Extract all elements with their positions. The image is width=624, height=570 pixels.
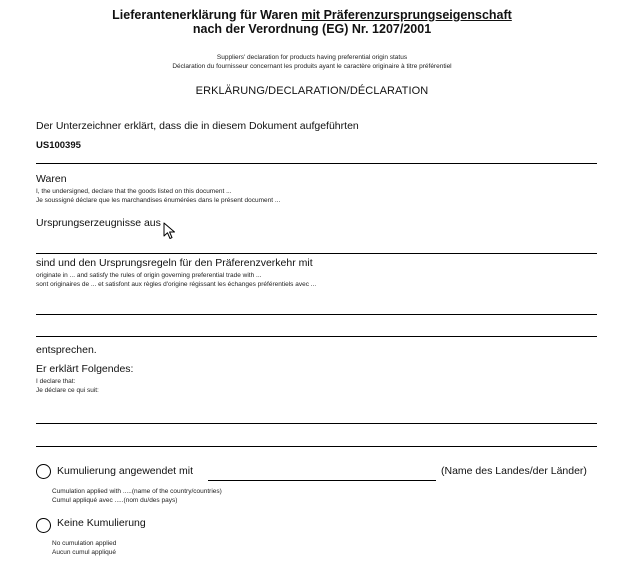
no-cumulation-text-en: No cumulation applied xyxy=(52,540,117,547)
subtitle-en: Suppliers' declaration for products having preferential origin status xyxy=(216,54,408,61)
no-cumulation-text-fr: Aucun cumul appliqué xyxy=(52,549,116,556)
erklaert-label: Er erklärt Folgendes: xyxy=(36,363,134,375)
origin-country-line[interactable] xyxy=(36,253,597,254)
rules-text-fr: sont originaires de ... et satisfont aux règles d'origine régissant les échanges préférentiels avec ... xyxy=(36,281,317,288)
erklaert-text-fr: Je déclare ce qui suit: xyxy=(36,387,99,394)
waren-text-fr: Je soussigné déclare que les marchandises énumérées dans le présent document ... xyxy=(36,197,281,204)
cumulation-text-fr: Cumul appliqué avec .....(nom du/des pays) xyxy=(52,497,178,504)
cumulation-applied-label: Kumulierung angewendet mit xyxy=(57,465,193,477)
cumulation-applied-radio[interactable] xyxy=(36,464,51,479)
declaration-line-2[interactable] xyxy=(36,446,597,447)
preferential-trade-line-2[interactable] xyxy=(36,336,597,337)
subtitle-fr: Déclaration du fournisseur concernant les produits ayant le caractère originaire à titre préférentiel xyxy=(172,63,452,70)
entsprechen-text: entsprechen. xyxy=(36,344,97,356)
waren-label: Waren xyxy=(36,173,67,185)
document-reference: US100395 xyxy=(36,140,81,151)
no-cumulation-radio[interactable] xyxy=(36,518,51,533)
no-cumulation-label: Keine Kumulierung xyxy=(57,517,146,529)
waren-text-en: I, the undersigned, declare that the goods listed on this document ... xyxy=(36,188,232,195)
ursprung-label: Ursprungserzeugnisse aus xyxy=(36,217,161,229)
intro-text: Der Unterzeichner erklärt, dass die in diesem Dokument aufgeführten xyxy=(36,120,359,132)
declaration-heading: ERKLÄRUNG/DECLARATION/DÉCLARATION xyxy=(195,85,429,97)
title-underlined: mit Präferenzursprungseigenschaft xyxy=(301,8,512,22)
preferential-trade-line-1[interactable] xyxy=(36,314,597,315)
cumulation-suffix: (Name des Landes/der Länder) xyxy=(441,465,587,477)
title-line-2: nach der Verordnung (EG) Nr. 1207/2001 xyxy=(192,22,432,36)
rules-text-en: originate in ... and satisfy the rules of origin governing preferential trade with ... xyxy=(36,272,262,279)
goods-line[interactable] xyxy=(36,163,597,164)
title-line-1 xyxy=(0,8,624,22)
mouse-pointer-icon xyxy=(163,222,177,240)
cumulation-text-en: Cumulation applied with .....(name of the country/countries) xyxy=(52,488,222,495)
rules-label: sind und den Ursprungsregeln für den Präferenzverkehr mit xyxy=(36,257,313,269)
erklaert-text-en: I declare that: xyxy=(36,378,76,385)
cumulation-country-field[interactable] xyxy=(208,480,436,481)
title-prefix: Lieferantenerklärung für Waren xyxy=(112,8,302,22)
declaration-line-1[interactable] xyxy=(36,423,597,424)
